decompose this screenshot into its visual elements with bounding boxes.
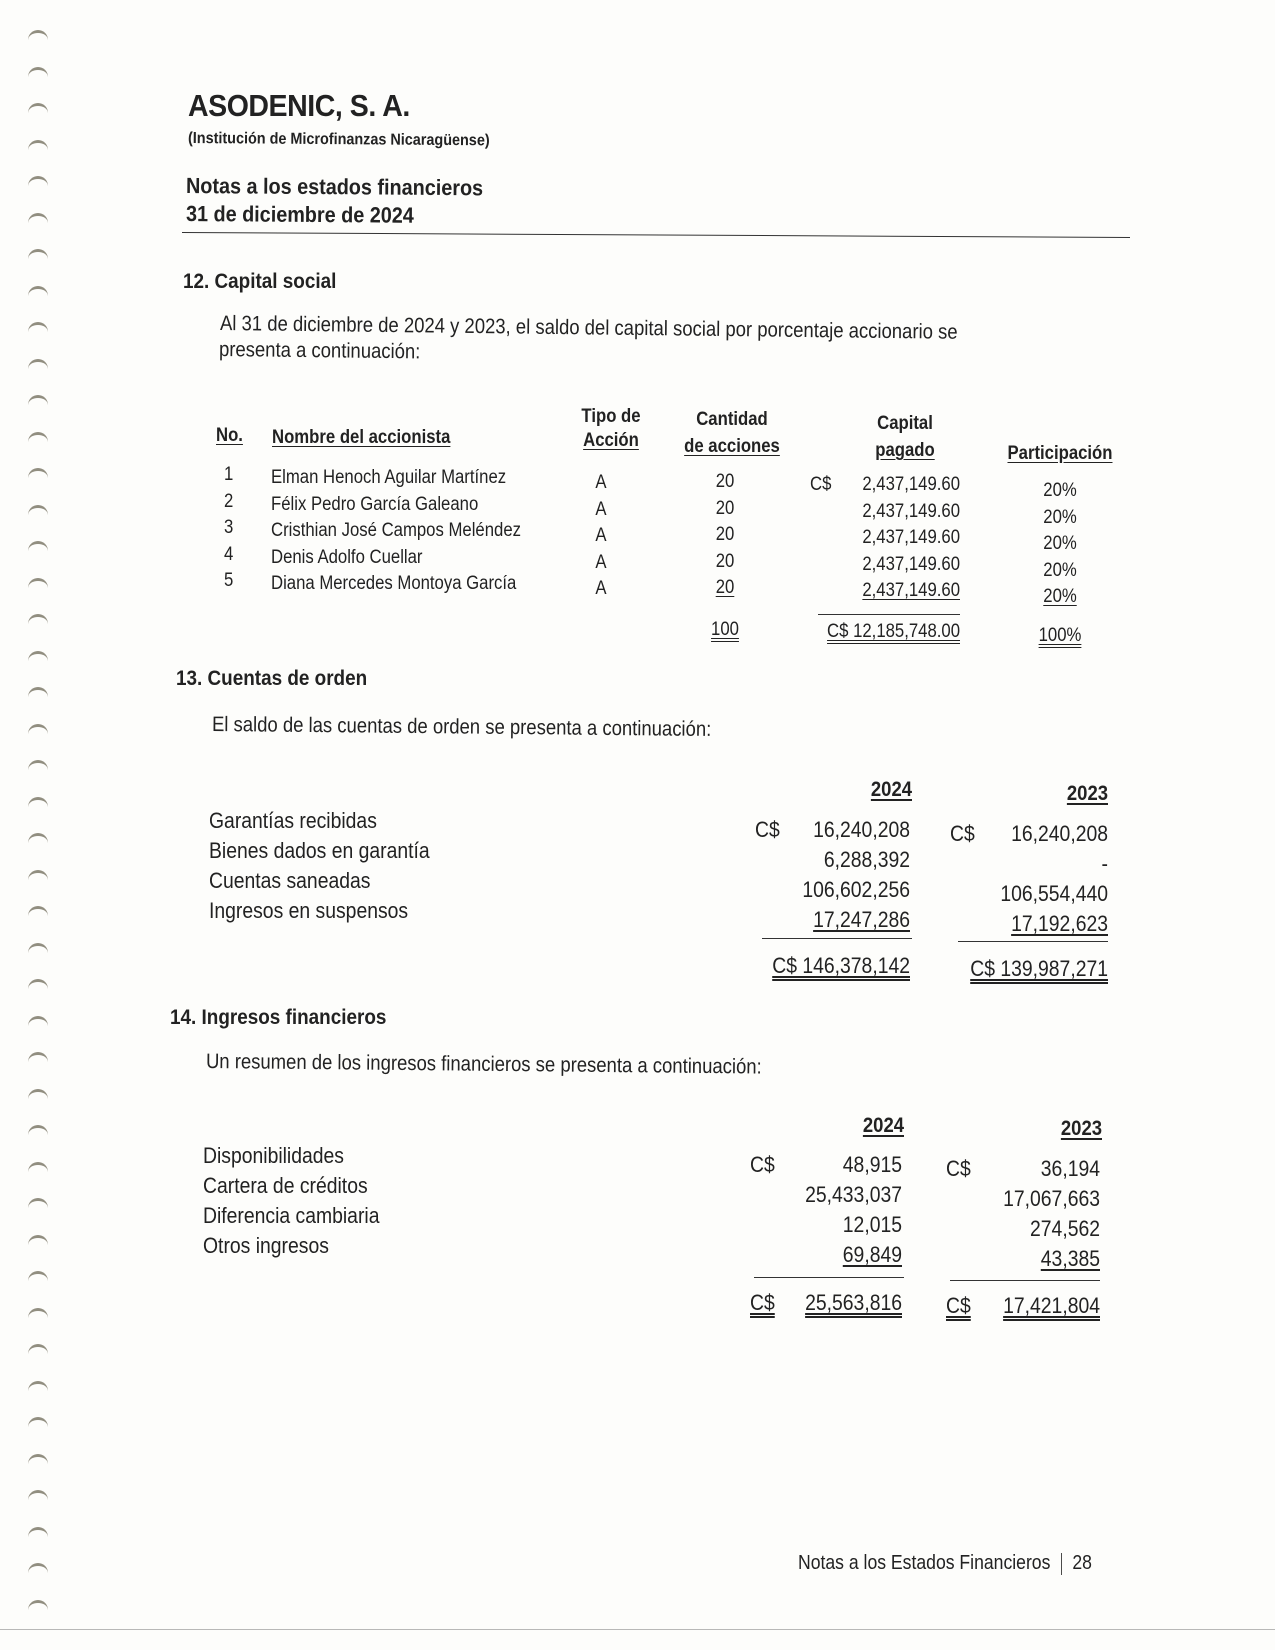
section-13-intro: El saldo de las cuentas de orden se presenta a continuación: xyxy=(211,713,712,741)
account-label: Ingresos en suspensos xyxy=(209,898,409,923)
share-qty: 20 xyxy=(715,524,735,545)
page-bottom-edge xyxy=(0,1629,1275,1630)
value-2023: 17,192,623 xyxy=(1011,911,1108,936)
section-12-title: 12. Capital social xyxy=(183,270,337,293)
header-divider xyxy=(182,232,1130,238)
value-2023: 43,385 xyxy=(1040,1246,1100,1271)
income-2024-subtotal-rule xyxy=(754,1277,904,1278)
memo-total-2023: C$ 139,987,271 xyxy=(970,956,1108,981)
shareholder-name: Elman Henoch Aguilar Martínez xyxy=(271,467,507,488)
income-label: Otros ingresos xyxy=(203,1233,329,1258)
account-label: Bienes dados en garantía xyxy=(209,838,430,863)
currency-2024: C$ xyxy=(750,1152,775,1177)
row-no: 2 xyxy=(224,491,234,512)
share-qty: 20 xyxy=(715,471,735,492)
paid-capital: 2,437,149.60 xyxy=(862,501,960,522)
share-type: A xyxy=(595,525,607,546)
share-qty: 20 xyxy=(715,577,735,598)
col-header-2023: 2023 xyxy=(1066,782,1108,805)
share-type: A xyxy=(595,578,607,599)
total-capital: C$ 12,185,748.00 xyxy=(827,621,960,642)
section-12-intro-line2: presenta a continuación: xyxy=(218,338,421,364)
value-2023: 16,240,208 xyxy=(1011,821,1108,846)
shareholder-name: Diana Mercedes Montoya García xyxy=(271,573,517,594)
paid-capital: 2,437,149.60 xyxy=(862,580,960,601)
document-date: 31 de diciembre de 2024 xyxy=(185,201,414,228)
share-qty: 20 xyxy=(715,498,735,519)
account-label: Garantías recibidas xyxy=(209,808,377,833)
col-header-type-line1: Tipo de xyxy=(581,406,641,427)
value-2024: 106,602,256 xyxy=(802,877,910,902)
shareholder-name: Cristhian José Campos Meléndez xyxy=(271,520,521,541)
share-percent: 20% xyxy=(1043,533,1077,554)
share-type: A xyxy=(595,499,607,520)
value-2024: 6,288,392 xyxy=(823,847,910,872)
account-label: Cuentas saneadas xyxy=(209,868,371,893)
row-no: 5 xyxy=(224,570,234,591)
income-2023-subtotal-rule xyxy=(950,1280,1100,1281)
value-2023: 106,554,440 xyxy=(1000,881,1108,906)
total-qty: 100 xyxy=(711,619,739,640)
value-2023: 17,067,663 xyxy=(1003,1186,1100,1211)
footer-separator xyxy=(1061,1553,1062,1575)
income-label: Diferencia cambiaria xyxy=(203,1203,380,1228)
section-12-intro-line1: Al 31 de diciembre de 2024 y 2023, el saldo del capital social por porcentaje accionario se xyxy=(219,312,958,344)
memo-2024-subtotal-rule xyxy=(762,938,912,939)
value-2023: 274,562 xyxy=(1030,1216,1100,1241)
col-header-type-line2: Acción xyxy=(583,430,639,451)
income-label: Disponibilidades xyxy=(203,1143,344,1168)
col-header-qty-line2: de acciones xyxy=(684,436,780,457)
col-header-2024: 2024 xyxy=(862,1114,904,1137)
memo-total-2024: C$ 146,378,142 xyxy=(772,953,910,978)
capital-subtotal-rule xyxy=(818,614,960,615)
paid-capital: 2,437,149.60 xyxy=(862,474,960,495)
footer-label: Notas a los Estados Financieros xyxy=(798,1552,1051,1574)
page-footer xyxy=(798,1552,1092,1575)
value-2023: - xyxy=(1101,851,1108,876)
value-2024: 16,240,208 xyxy=(813,817,910,842)
value-2024: 69,849 xyxy=(842,1242,902,1267)
currency-2024: C$ xyxy=(755,817,780,842)
income-total-2023: 17,421,804 xyxy=(1003,1293,1100,1318)
memo-2023-subtotal-rule xyxy=(958,941,1108,942)
value-2023: 36,194 xyxy=(1040,1156,1100,1181)
capital-currency: C$ xyxy=(810,474,832,495)
document-title: Notas a los estados financieros xyxy=(185,173,484,201)
currency-2023: C$ xyxy=(950,821,975,846)
col-header-name: Nombre del accionista xyxy=(272,427,451,448)
share-percent: 20% xyxy=(1043,507,1077,528)
value-2024: 48,915 xyxy=(842,1152,902,1177)
shareholder-name: Denis Adolfo Cuellar xyxy=(271,547,423,568)
company-name: ASODENIC, S. A. xyxy=(188,88,410,123)
col-header-qty-line1: Cantidad xyxy=(696,409,768,430)
share-percent: 20% xyxy=(1043,586,1077,607)
paid-capital: 2,437,149.60 xyxy=(862,554,960,575)
share-qty: 20 xyxy=(715,551,735,572)
section-14-title: 14. Ingresos financieros xyxy=(170,1006,387,1029)
share-type: A xyxy=(595,552,607,573)
value-2024: 25,433,037 xyxy=(805,1182,902,1207)
value-2024: 17,247,286 xyxy=(813,907,910,932)
income-total-2024-currency: C$ xyxy=(750,1290,775,1315)
page-number: 28 xyxy=(1072,1552,1092,1574)
col-header-share: Participación xyxy=(1007,443,1113,464)
col-header-capital-line2: pagado xyxy=(875,440,935,461)
col-header-capital-line1: Capital xyxy=(877,413,933,434)
currency-2023: C$ xyxy=(946,1156,971,1181)
col-header-no: No. xyxy=(216,425,243,446)
income-total-2023-currency: C$ xyxy=(946,1293,971,1318)
section-14-intro: Un resumen de los ingresos financieros se presenta a continuación: xyxy=(205,1050,762,1079)
row-no: 3 xyxy=(224,517,234,538)
value-2024: 12,015 xyxy=(842,1212,902,1237)
row-no: 4 xyxy=(224,544,234,565)
income-label: Cartera de créditos xyxy=(203,1173,368,1198)
section-13-title: 13. Cuentas de orden xyxy=(176,667,368,690)
shareholder-name: Félix Pedro García Galeano xyxy=(271,494,479,515)
total-share: 100% xyxy=(1038,625,1082,646)
income-total-2024: 25,563,816 xyxy=(805,1290,902,1315)
share-percent: 20% xyxy=(1043,560,1077,581)
share-percent: 20% xyxy=(1043,480,1077,501)
share-type: A xyxy=(595,472,607,493)
col-header-2024: 2024 xyxy=(870,778,912,801)
company-subtitle: (Institución de Microfinanzas Nicaragüense) xyxy=(187,130,490,150)
row-no: 1 xyxy=(224,464,234,485)
paid-capital: 2,437,149.60 xyxy=(862,527,960,548)
col-header-2023: 2023 xyxy=(1060,1117,1102,1140)
